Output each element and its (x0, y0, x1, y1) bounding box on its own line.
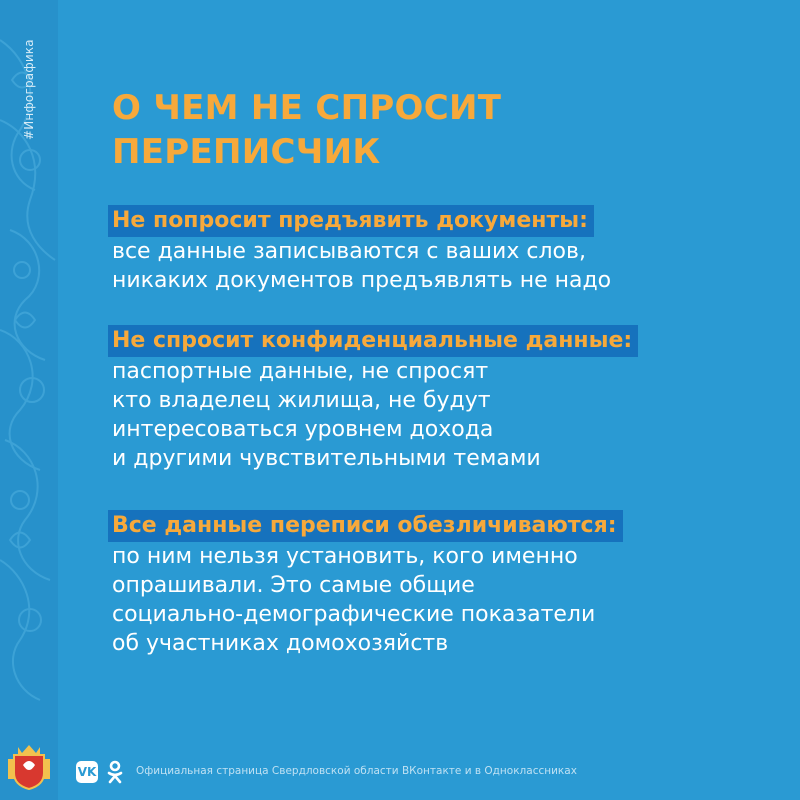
block-body: все данные записываются с ваших слов, никаких документов предъявлять не надо (112, 239, 612, 293)
coat-of-arms-icon (8, 741, 50, 791)
odnoklassniki-icon[interactable] (107, 760, 123, 784)
block-body: по ним нельзя установить, кого именно опрашивали. Это самые общие социально-демографические показатели об участниках домохозяйств (112, 544, 596, 656)
block-heading: Все данные переписи обезличиваются: (108, 510, 623, 542)
info-block-anonymized (112, 510, 752, 658)
block-body: паспортные данные, не спросят кто владелец жилища, не будут интересоваться уровнем дохода и другими чувствительными темами (112, 359, 541, 471)
vk-icon[interactable]: VK (76, 761, 98, 783)
footer (0, 735, 800, 800)
block-heading: Не спросит конфиденциальные данные: (108, 325, 638, 357)
footer-caption: Официальная страница Свердловской области ВКонтакте и в Одноклассниках (136, 765, 577, 777)
info-block-documents (112, 205, 752, 295)
page-title: О ЧЕМ НЕ СПРОСИТ ПЕРЕПИСЧИК (112, 88, 502, 172)
hashtag-label: #Инфографика (22, 39, 36, 140)
block-heading: Не попросит предъявить документы: (108, 205, 594, 237)
info-block-confidential (112, 325, 752, 473)
